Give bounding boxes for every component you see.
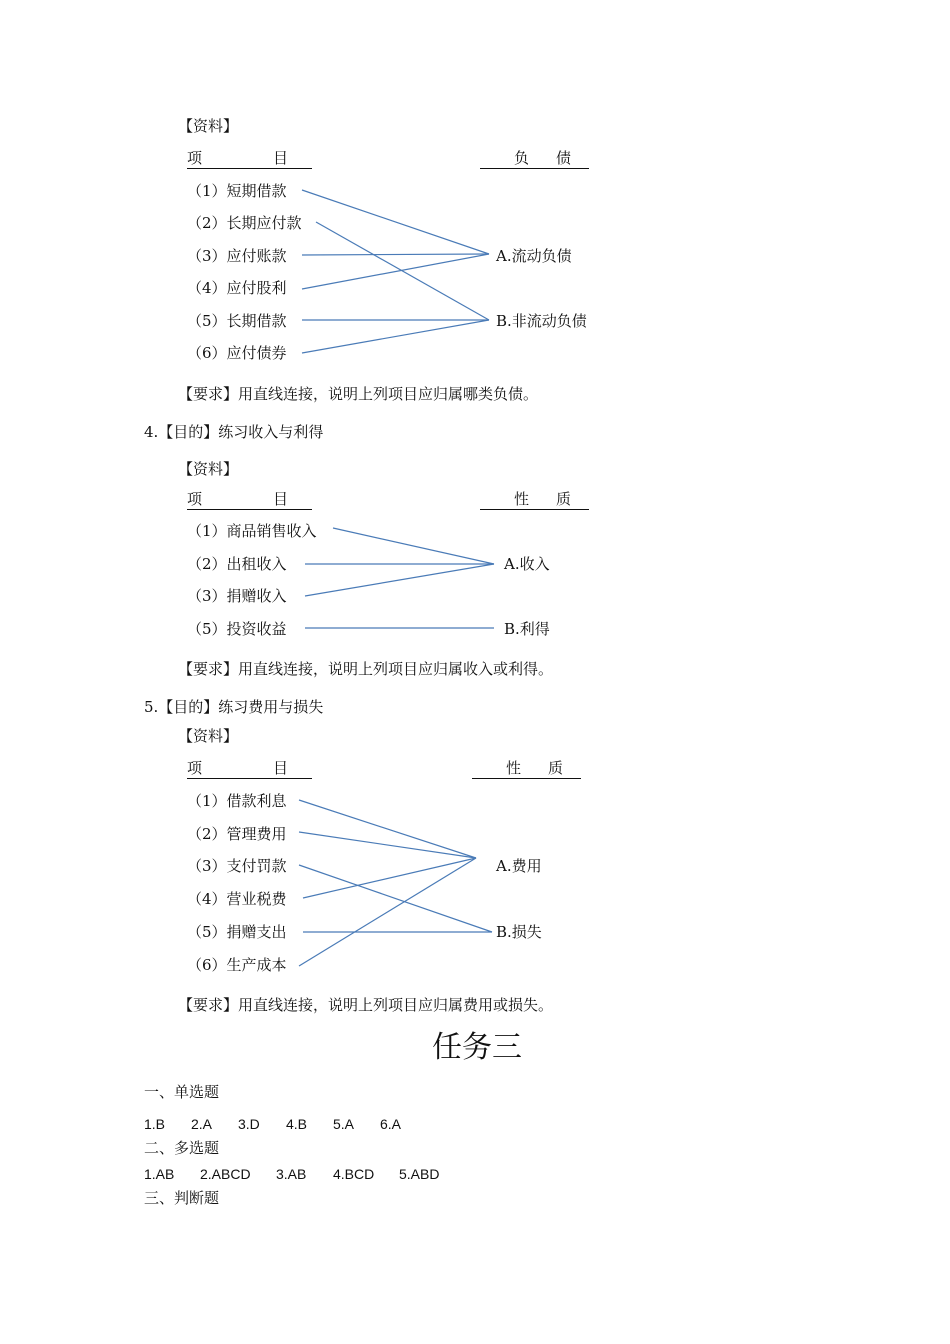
single-answer-3: 3.D [238, 1116, 260, 1132]
s5-target-b: B.损失 [496, 923, 542, 941]
s3-item-5: （5）长期借款 [187, 312, 287, 330]
s4-item-4: （5）投资收益 [187, 620, 287, 638]
s5-target-a: A.费用 [496, 857, 542, 875]
multi-answer-2: 2.ABCD [200, 1166, 251, 1182]
s5-connection-line-4 [303, 858, 476, 898]
s4-target-b: B.利得 [504, 620, 550, 638]
multi-choice-heading: 二、多选题 [144, 1139, 220, 1157]
s4-connection-line-3 [305, 564, 494, 596]
s5-connection-line-2 [299, 832, 476, 858]
judgment-heading: 三、判断题 [144, 1189, 220, 1207]
single-answer-4: 4.B [286, 1116, 308, 1132]
s5-item-2: （2）管理费用 [187, 825, 287, 843]
s4-material-label: 【资料】 [178, 460, 239, 478]
multi-answer-5: 5.ABD [399, 1166, 440, 1182]
multi-answer-1: 1.AB [144, 1166, 175, 1182]
s4-right-header: 性 质 [480, 490, 589, 510]
s5-right-header: 性 质 [472, 759, 581, 779]
s3-item-6: （6）应付债券 [187, 344, 287, 362]
single-answer-5: 5.A [333, 1116, 355, 1132]
s3-target-b: B.非流动负债 [496, 312, 587, 330]
s5-left-header: 项 目 [187, 759, 312, 779]
s5-item-6: （6）生产成本 [187, 956, 287, 974]
s5-item-4: （4）营业税费 [187, 890, 287, 908]
s3-connection-line-3 [302, 254, 489, 255]
s4-connection-line-1 [333, 528, 494, 564]
s5-connection-line-6 [299, 858, 476, 966]
single-choice-heading: 一、单选题 [144, 1083, 220, 1101]
s3-connection-line-2 [316, 222, 489, 320]
task-title: 任务三 [432, 1030, 522, 1065]
multi-choice-answers [144, 1165, 464, 1183]
single-answer-1: 1.B [144, 1116, 166, 1132]
s3-item-3: （3）应付账款 [187, 247, 287, 265]
s4-left-header: 项 目 [187, 490, 312, 510]
s3-connection-line-6 [302, 320, 489, 353]
s5-connection-line-1 [299, 800, 476, 858]
s3-item-1: （1）短期借款 [187, 182, 287, 200]
s3-item-2: （2）长期应付款 [187, 214, 302, 232]
s3-requirement: 【要求】用直线连接，说明上列项目应归属哪类负债。 [178, 385, 539, 403]
s5-requirement: 【要求】用直线连接，说明上列项目应归属费用或损失。 [178, 996, 554, 1014]
s5-item-3: （3）支付罚款 [187, 857, 287, 875]
s4-requirement: 【要求】用直线连接，说明上列项目应归属收入或利得。 [178, 660, 554, 678]
single-choice-answers [144, 1115, 444, 1133]
s3-left-header: 项 目 [187, 149, 312, 169]
s4-item-1: （1）商品销售收入 [187, 522, 317, 540]
s3-right-header: 负 债 [480, 149, 589, 169]
s3-connection-line-4 [302, 254, 489, 289]
s4-item-3: （3）捐赠收入 [187, 587, 287, 605]
s4-item-2: （2）出租收入 [187, 555, 287, 573]
multi-answer-3: 3.AB [276, 1166, 307, 1182]
multi-answer-4: 4.BCD [333, 1166, 375, 1182]
s5-material-label: 【资料】 [178, 727, 239, 745]
single-answer-6: 6.A [380, 1116, 402, 1132]
s5-connection-line-3 [299, 865, 492, 932]
single-answer-2: 2.A [191, 1116, 213, 1132]
s5-item-1: （1）借款利息 [187, 792, 287, 810]
s4-target-a: A.收入 [504, 555, 550, 573]
s4-heading: 4.【目的】练习收入与利得 [144, 423, 324, 441]
s3-target-a: A.流动负债 [496, 247, 572, 265]
s3-material-label: 【资料】 [178, 117, 239, 135]
s5-heading: 5.【目的】练习费用与损失 [144, 698, 324, 716]
s3-connection-line-1 [302, 190, 489, 254]
s3-item-4: （4）应付股利 [187, 279, 287, 297]
s5-item-5: （5）捐赠支出 [187, 923, 287, 941]
